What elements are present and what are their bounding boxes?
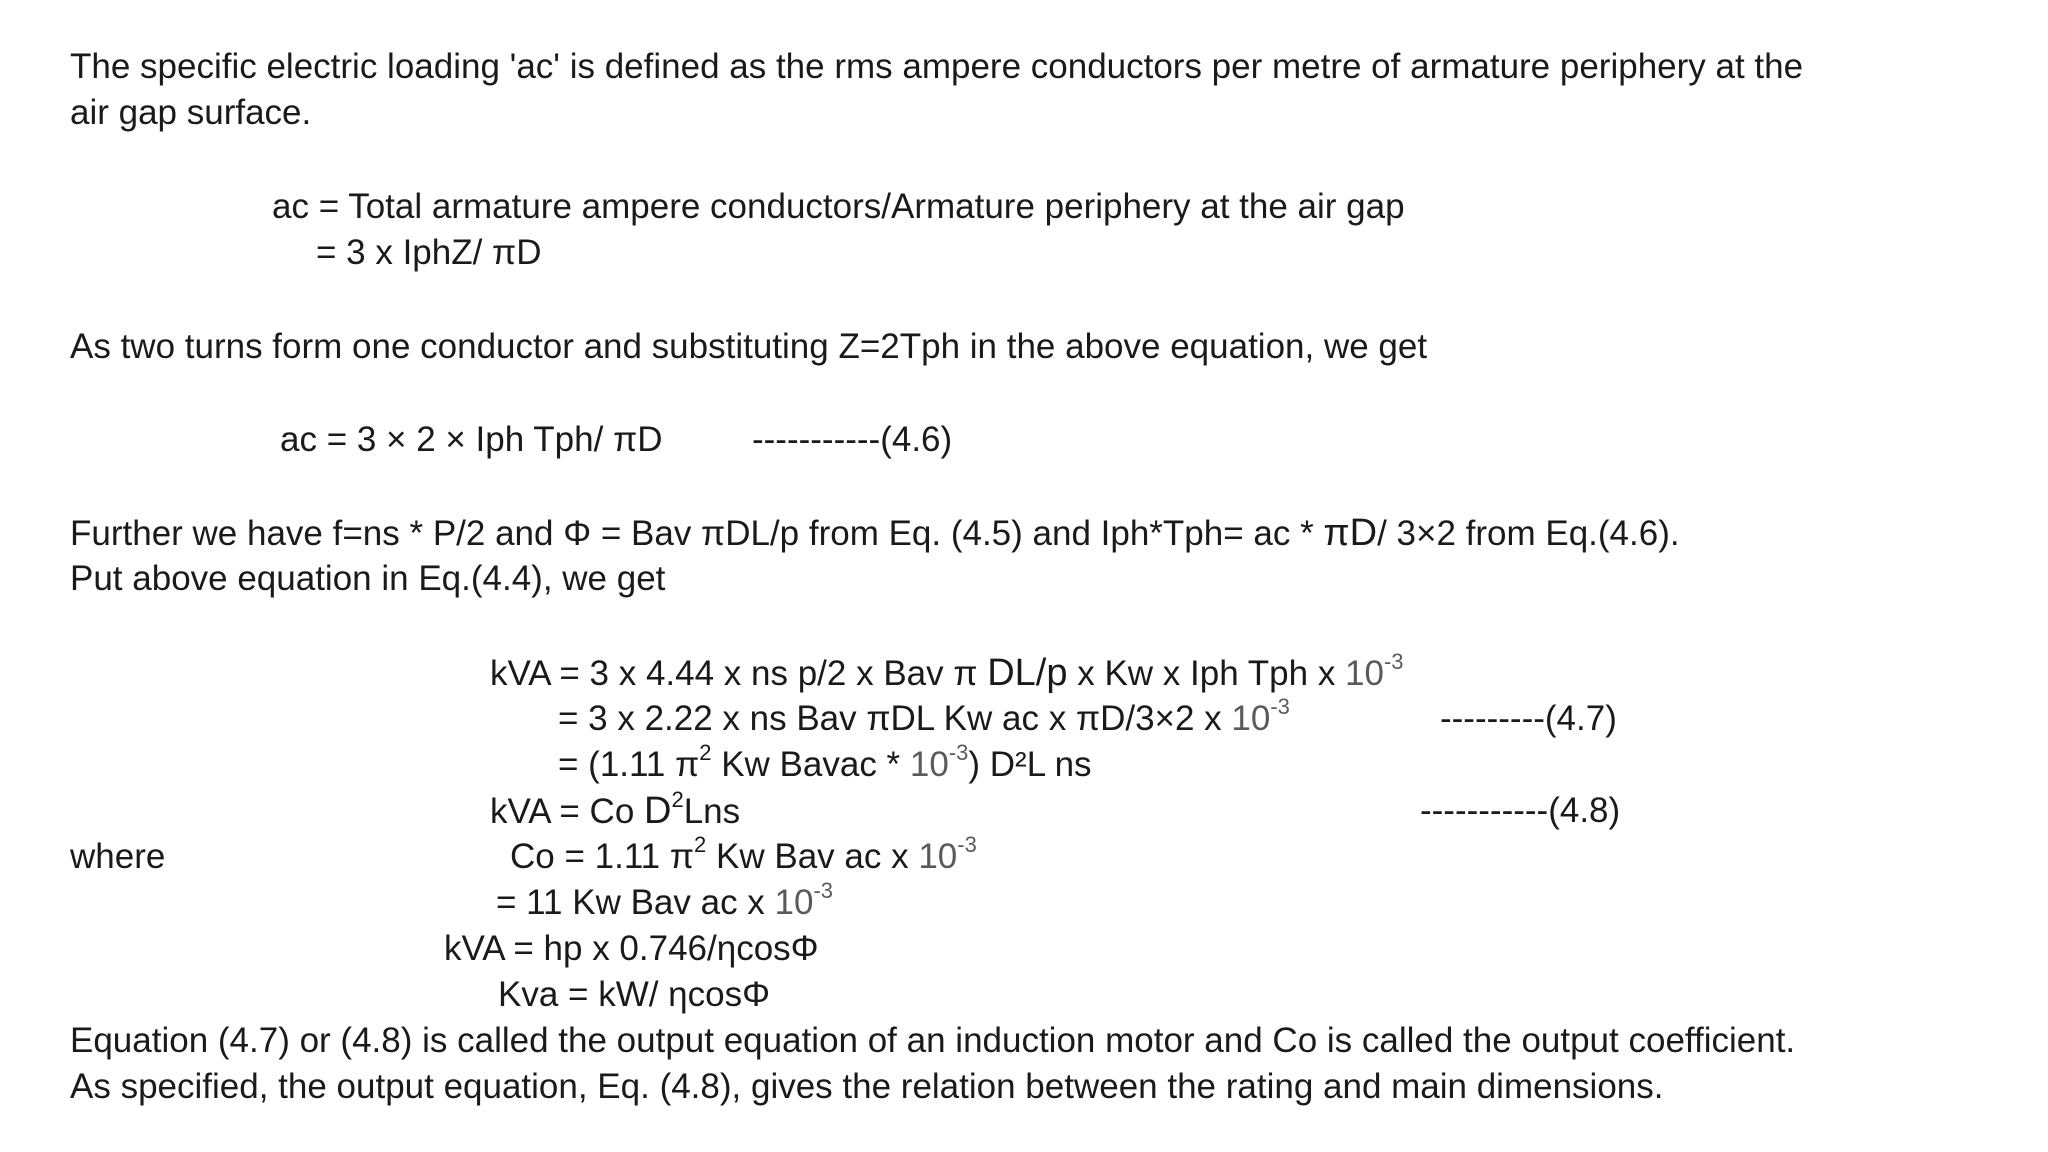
kva-line-3-ten: 10: [909, 745, 949, 784]
kva-line-4-sq: 2: [671, 787, 684, 813]
kva-line-2-ten: 10: [1231, 699, 1271, 738]
kva-line-3-b: Kw Bavac *: [711, 745, 910, 784]
co-line-1-b: Kw Bav ac x: [706, 837, 919, 876]
further-line-2: Put above equation in Eq.(4.4), we get: [70, 559, 666, 598]
kva-kw-line: Kva = kW/ ηcosΦ: [498, 975, 771, 1014]
further-line-1-c: / 3×2 from Eq.(4.6).: [1377, 514, 1680, 553]
further-line-1-a: Further we have f=ns * P/2 and Φ = Bav πDL/p from Eq. (4.5) and Iph*Tph= ac *: [70, 514, 1324, 553]
conclusion-line-1: Equation (4.7) or (4.8) is called the output equation of an induction motor and Co is called the output coefficient.: [70, 1021, 1796, 1060]
eq-4-6: ac = 3 × 2 × Iph Tph/ πD: [280, 420, 663, 459]
kva-line-3-sq: 2: [699, 740, 712, 766]
kva-line-1-b: DL/p: [987, 652, 1068, 694]
co-line-1-sq: 2: [694, 832, 707, 858]
kva-line-4: [490, 788, 740, 835]
intro-line-2: air gap surface.: [70, 93, 312, 132]
co-line-1-ten: 10: [918, 837, 958, 876]
further-line-1-b: πD: [1323, 512, 1378, 554]
further-line-1: [70, 510, 1680, 557]
eq-4-6-label: -----------(4.6): [752, 420, 953, 459]
intro-line-1: The specific electric loading 'ac' is defined as the rms ampere conductors per metre of armature periphery at the: [70, 47, 1804, 86]
co-line-2-a: = 11 Kw Bav ac x: [496, 883, 775, 922]
co-line-2-ten: 10: [774, 883, 814, 922]
ac-definition: ac = Total armature ampere conductors/Armature periphery at the air gap: [272, 187, 1405, 226]
co-line-1: [510, 834, 977, 880]
kva-line-3-a: = (1.11 π: [558, 745, 700, 784]
eq-4-8-label: -----------(4.8): [1420, 791, 1621, 830]
co-line-1-a: Co = 1.11 π: [510, 837, 695, 876]
kva-line-3-exp: -3: [948, 740, 969, 766]
kva-line-1-c: x Kw x Iph Tph x: [1067, 654, 1346, 693]
kva-line-4-a: kVA = Co: [490, 792, 645, 831]
co-line-1-exp: -3: [957, 832, 977, 858]
co-line-2-exp: -3: [813, 878, 834, 904]
where-label: where: [70, 837, 166, 876]
kva-line-2-exp: -3: [1270, 694, 1290, 720]
kva-hp-line: kVA = hp x 0.746/ηcosΦ: [444, 929, 819, 968]
turns-text: As two turns form one conductor and substituting Z=2Tph in the above equation, we get: [70, 327, 1428, 366]
kva-line-2: [558, 696, 1290, 742]
kva-line-3-c: ) D²L ns: [968, 745, 1092, 784]
kva-line-3: [558, 742, 1092, 788]
kva-line-4-c: Lns: [683, 792, 741, 831]
kva-line-4-b: D: [644, 790, 672, 832]
kva-line-1-exp: -3: [1383, 649, 1404, 675]
ac-formula: = 3 x IphZ/ πD: [316, 233, 542, 272]
eq-4-7-label: ---------(4.7): [1440, 699, 1617, 738]
kva-line-1: [490, 650, 1404, 697]
conclusion-line-2: As specified, the output equation, Eq. (4.8), gives the relation between the rating and main dimensions.: [70, 1067, 1664, 1106]
co-line-2: [496, 880, 833, 926]
kva-line-2-a: = 3 x 2.22 x ns Bav πDL Kw ac x πD/3×2 x: [558, 699, 1232, 738]
kva-line-1-ten: 10: [1345, 654, 1384, 693]
kva-line-1-a: kVA = 3 x 4.44 x ns p/2 x Bav π: [490, 654, 988, 693]
